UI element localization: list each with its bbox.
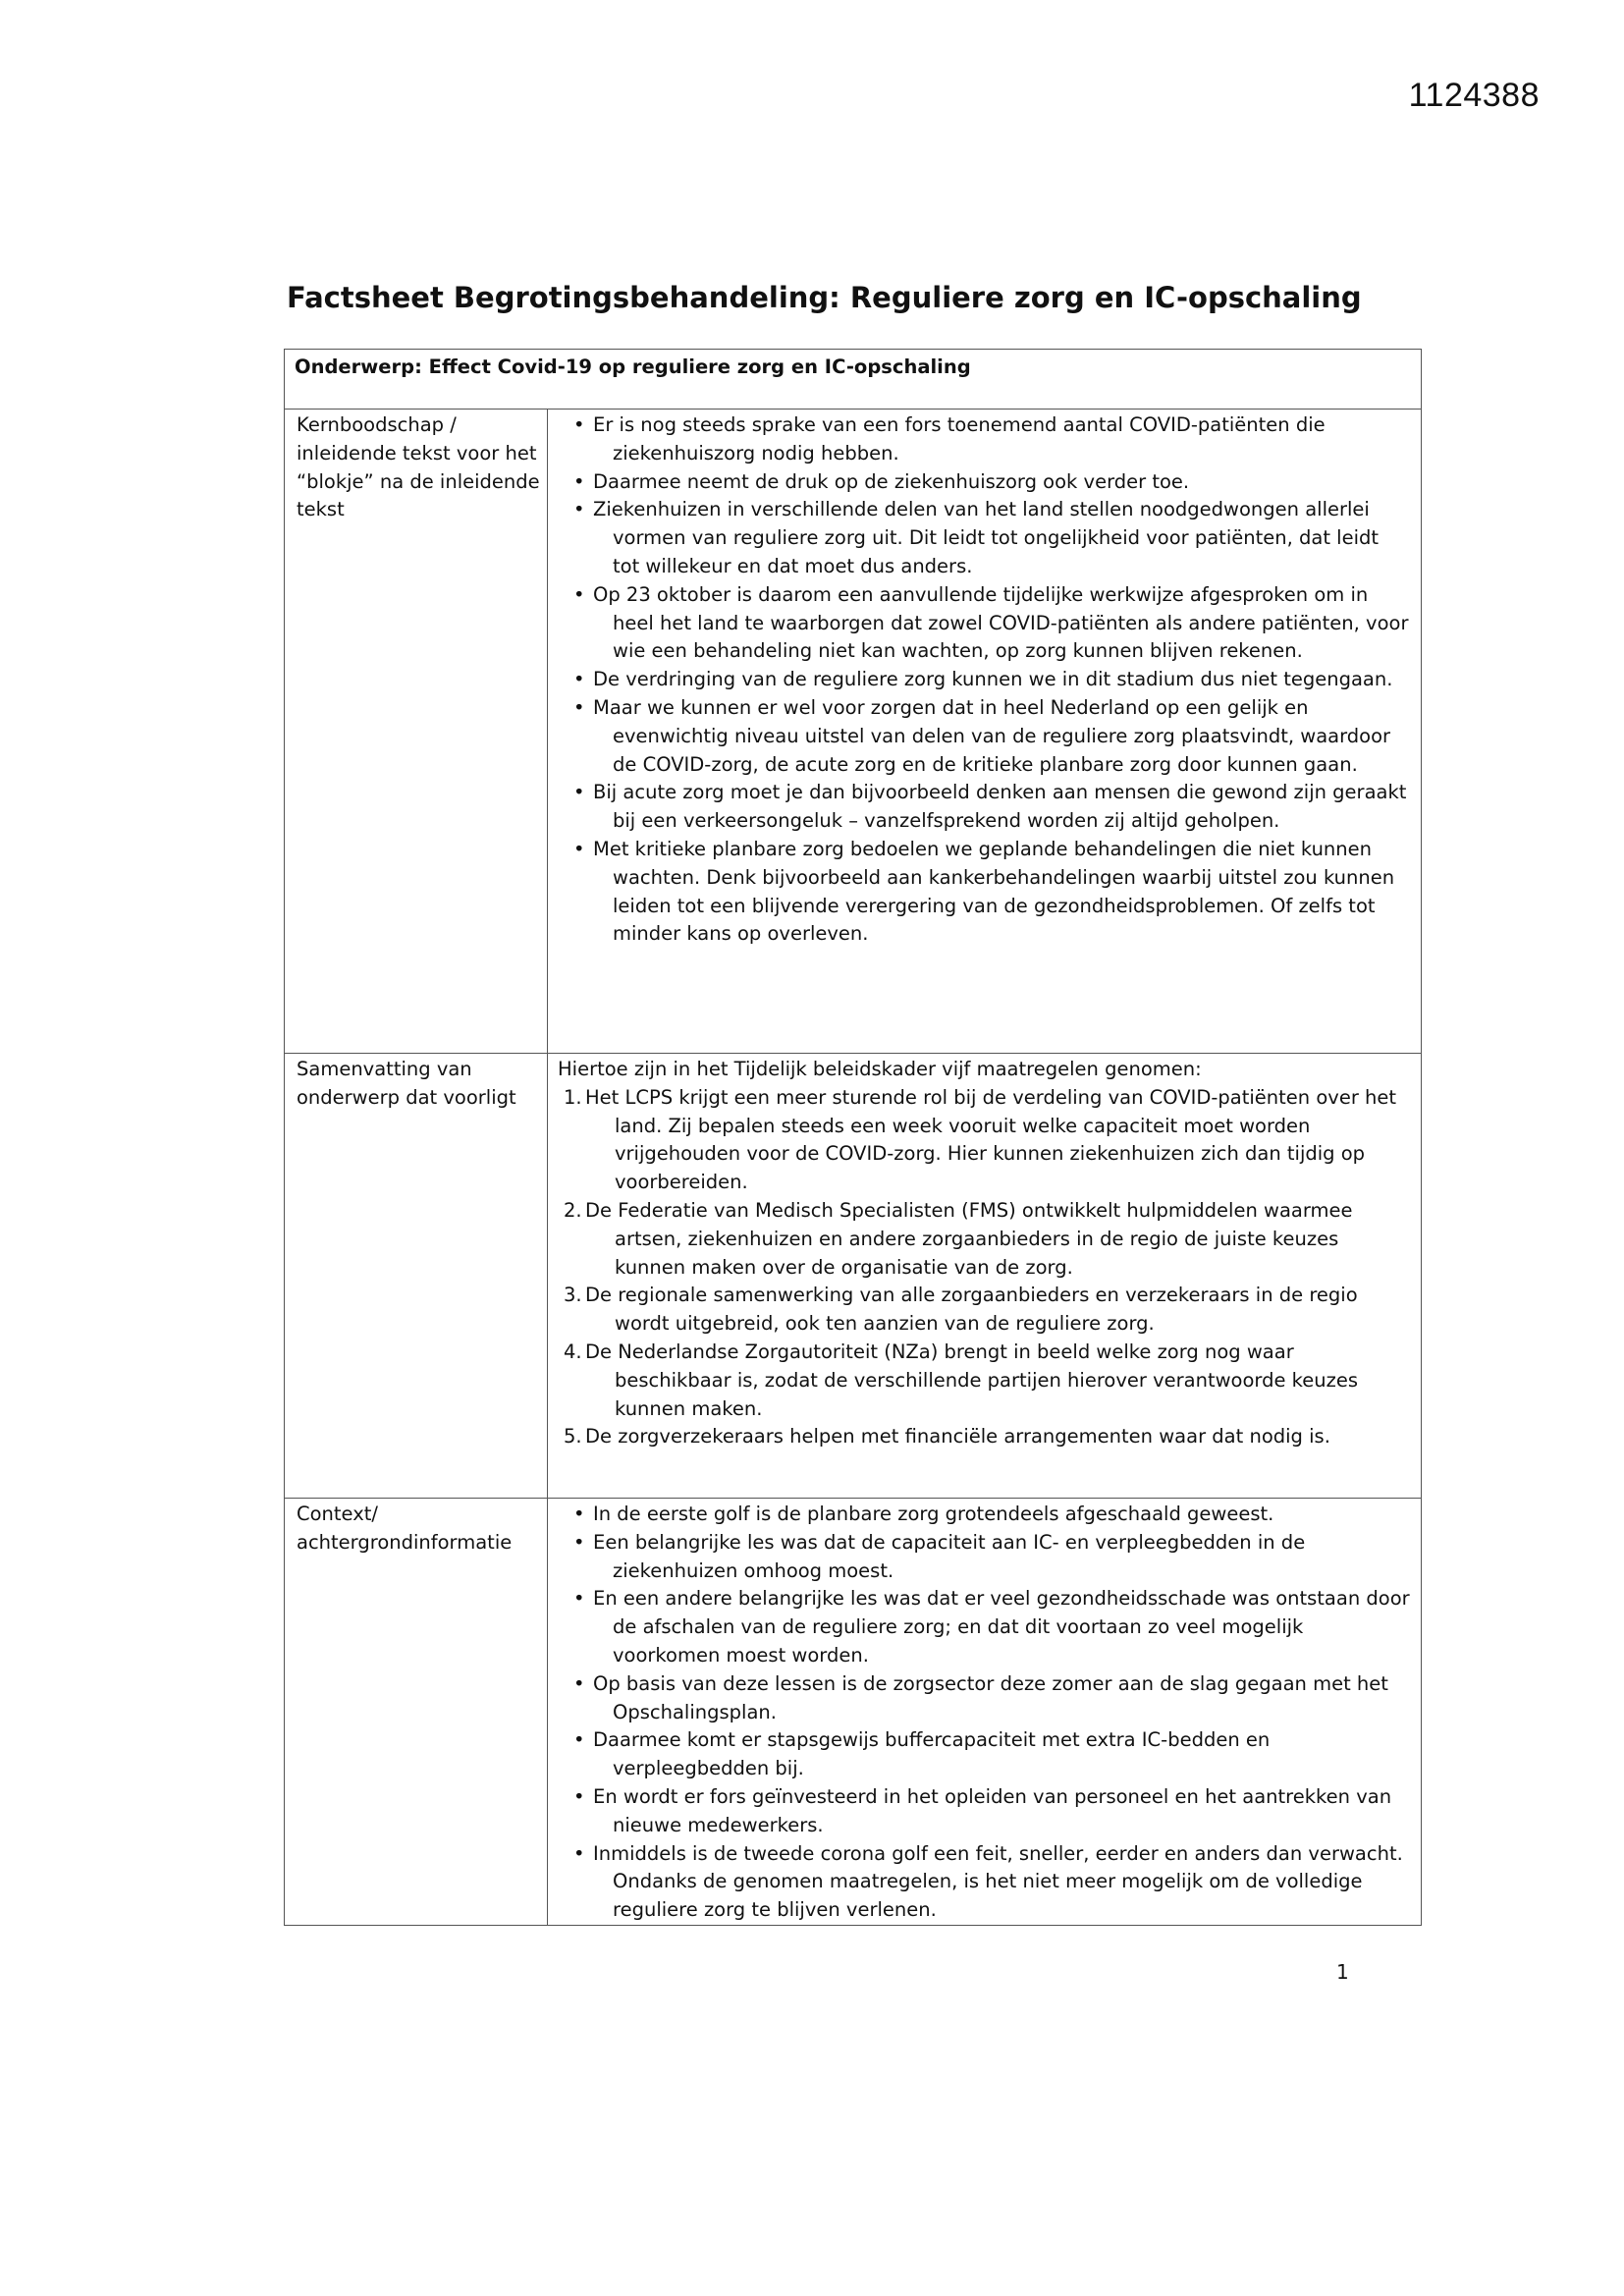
list-item-number: 4. (564, 1339, 582, 1363)
list-item-text: Het LCPS krijgt een meer sturende rol bij de verdeling van COVID-patiënten over het land. Zij bepalen steeds een week vooruit welke capaciteit moet worden vrijgehouden voor de COVID-zorg. Hier kunnen ziekenhuizen zich dan tijdig op voorbereiden. (585, 1085, 1397, 1194)
row-label-kernboodschap: Kernboodschap / inleidende tekst voor het “blokje” na de inleidende tekst (285, 410, 548, 1054)
list-item (558, 1339, 1411, 1423)
table-row-samenvatting (285, 1054, 1422, 1499)
maatregelen-numbered-list (558, 1084, 1411, 1451)
document-id: 1124388 (1408, 77, 1540, 114)
list-item: • Een belangrijke les was dat de capaciteit aan IC- en verpleegbedden in de ziekenhuizen omhoog moest. (558, 1529, 1411, 1586)
list-item: • Maar we kunnen er wel voor zorgen dat in heel Nederland op een gelijk en evenwichtig niveau uitstel van delen van de reguliere zorg plaatsvindt, waardoor de COVID-zorg, de acute zorg en de kritieke planbare zorg door kunnen gaan. (558, 694, 1411, 779)
list-item: • Er is nog steeds sprake van een fors toenemend aantal COVID-patiënten die ziekenhuiszorg nodig hebben. (558, 411, 1411, 468)
row-content-kernboodschap (548, 410, 1422, 1054)
list-item: • Ziekenhuizen in verschillende delen van het land stellen noodgedwongen allerlei vormen van reguliere zorg uit. Dit leidt tot ongelijkheid voor patiënten, dat leidt tot willekeur en dat moet dus anders. (558, 496, 1411, 580)
list-item: • Daarmee komt er stapsgewijs buffercapaciteit met extra IC-bedden en verpleegbedden bij. (558, 1726, 1411, 1783)
samenvatting-intro: Hiertoe zijn in het Tijdelijk beleidskader vijf maatregelen genomen: (558, 1058, 1202, 1080)
list-item-text: De regionale samenwerking van alle zorgaanbieders en verzekeraars in de regio wordt uitgebreid, ook ten aanzien van de reguliere zorg. (585, 1284, 1358, 1336)
list-item (558, 1423, 1411, 1451)
list-item-number: 5. (564, 1425, 582, 1449)
list-item: • Op 23 oktober is daarom een aanvullende tijdelijke werkwijze afgesproken om in heel het land te waarborgen dat zowel COVID-patiënten als andere patiënten, voor wie een behandeling niet kan wachten, op zorg kunnen blijven rekenen. (558, 581, 1411, 666)
list-item-text: De zorgverzekeraars helpen met financiële arrangementen waar dat nodig is. (585, 1425, 1330, 1449)
list-item: • Op basis van deze lessen is de zorgsector deze zomer aan de slag gegaan met het Opschalingsplan. (558, 1670, 1411, 1727)
page-title: Factsheet Begrotingsbehandeling: Reguliere zorg en IC-opschaling (287, 281, 1362, 314)
list-item: • En een andere belangrijke les was dat er veel gezondheidsschade was ontstaan door de afschalen van de reguliere zorg; en dat dit voortaan zo veel mogelijk voorkomen moest worden. (558, 1585, 1411, 1669)
row-content-context (548, 1499, 1422, 1926)
list-item: • En wordt er fors geïnvesteerd in het opleiden van personeel en het aantrekken van nieuwe medewerkers. (558, 1783, 1411, 1840)
table-row-kernboodschap (285, 410, 1422, 1054)
page-number: 1 (1336, 1960, 1349, 1984)
context-bullet-list (558, 1501, 1411, 1925)
list-item (558, 1197, 1411, 1282)
list-item (558, 1282, 1411, 1339)
list-item-number: 2. (564, 1198, 582, 1222)
list-item (558, 1084, 1411, 1197)
row-label-samenvatting: Samenvatting van onderwerp dat voorligt (285, 1054, 548, 1499)
list-item: • Daarmee neemt de druk op de ziekenhuiszorg ook verder toe. (558, 468, 1411, 497)
list-item-number: 3. (564, 1284, 582, 1307)
factsheet-table (284, 349, 1422, 1926)
list-item-number: 1. (564, 1085, 582, 1109)
list-item: • Bij acute zorg moet je dan bijvoorbeeld denken aan mensen die gewond zijn geraakt bij een verkeersongeluk – vanzelfsprekend worden zij altijd geholpen. (558, 779, 1411, 836)
list-item: • In de eerste golf is de planbare zorg grotendeels afgeschaald geweest. (558, 1501, 1411, 1529)
list-item: • Met kritieke planbare zorg bedoelen we geplande behandelingen die niet kunnen wachten. Denk bijvoorbeeld aan kankerbehandelingen waarbij uitstel zou kunnen leiden tot een blijvende verergering van de gezondheidsproblemen. Of zelfs tot minder kans op overleven. (558, 836, 1411, 949)
row-content-samenvatting (548, 1054, 1422, 1499)
list-item-text: De Nederlandse Zorgautoriteit (NZa) brengt in beeld welke zorg nog waar beschikbaar is, zodat de verschillende partijen hierover verantwoorde keuzes kunnen maken. (585, 1339, 1359, 1420)
table-row-context (285, 1499, 1422, 1926)
kernboodschap-bullet-list (558, 411, 1411, 949)
list-item-text: De Federatie van Medisch Specialisten (FMS) ontwikkelt hulpmiddelen waarmee artsen, ziekenhuizen en andere zorgaanbieders in de regio de juiste keuzes kunnen maken over de organisatie van de zorg. (585, 1198, 1353, 1279)
subject-row (285, 350, 1422, 410)
row-label-context: Context/ achtergrondinformatie (285, 1499, 548, 1926)
list-item: • De verdringing van de reguliere zorg kunnen we in dit stadium dus niet tegengaan. (558, 666, 1411, 694)
subject-cell: Onderwerp: Effect Covid-19 op reguliere zorg en IC-opschaling (285, 350, 1422, 410)
list-item: • Inmiddels is de tweede corona golf een feit, sneller, eerder en anders dan verwacht. Ondanks de genomen maatregelen, is het niet meer mogelijk om de volledige reguliere zorg te blijven verlenen. (558, 1840, 1411, 1925)
